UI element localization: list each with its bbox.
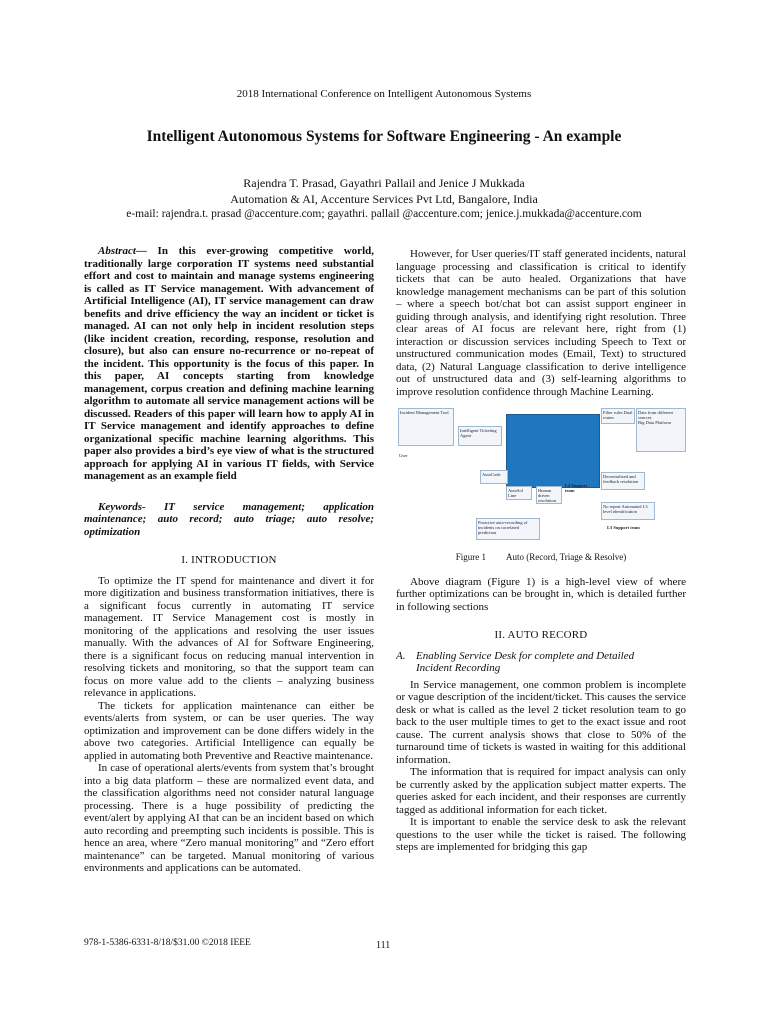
human-resolution-label: Human driven resolution bbox=[538, 488, 556, 503]
subsection-a-line-1: Enabling Service Desk for complete and Detailed bbox=[416, 649, 635, 662]
big-data-label: Big Data Platform bbox=[638, 420, 671, 425]
paper-title: Intelligent Autonomous Systems for Software Engineering - An example bbox=[146, 128, 622, 145]
email-line: e-mail: rajendra.t. prasad @accenture.com; gayathri. pallail @accenture.com; jenice.j.mukkada@accenture.com bbox=[126, 208, 642, 220]
left-column bbox=[84, 245, 374, 875]
conference-name: 2018 International Conference on Intelligent Autonomous Systems bbox=[236, 88, 532, 100]
subsection-a-heading bbox=[396, 650, 686, 675]
autocode-box bbox=[480, 470, 508, 484]
autosol-label: AutoSol Line bbox=[508, 488, 524, 498]
figure-caption-text: Auto (Record, Triage & Resolve) bbox=[506, 552, 627, 562]
autocode-label: AutoCode bbox=[482, 472, 501, 477]
decentralized-label: Decentralized and feedback resolution bbox=[603, 474, 639, 484]
abstract-text: In this ever-growing competitive world, traditionally large corporation IT systems need substantial effort and cost to maintain and manage systems engineering is called as IT Service management. With advancement of Artificial Intelligence (AI), IT service management can draw benefits and drive efficiency the way an incident or ticket is managed. AI can not only help in incident resolution steps (like incident creation, recording, response, resolution and closure), but also can ensure no-recurrence or no-repeat of the incident. This opportunity is the focus of this paper. In this paper, AI concepts starting from knowledge management, corpus creation and defining machine learning algorithm to automate all service management actions will be discussed. Readers of this paper will learn how to apply AI in IT Service management and identify approaches to define organizational specific machine learning algorithms. This paper also provides a bird’s eye view of what is the structured approach for applying AI in various IT fields, with Service management as an example field bbox=[84, 245, 374, 482]
user-label-box bbox=[398, 452, 420, 464]
no-repeat-box bbox=[601, 502, 655, 520]
affiliation: Automation & AI, Accenture Services Pvt Ltd, Bangalore, India bbox=[230, 192, 538, 206]
figure-caption bbox=[396, 551, 686, 564]
abstract bbox=[84, 245, 374, 483]
incident-tool-label: Incident Management Tool bbox=[400, 410, 449, 415]
l2-team-box bbox=[564, 482, 592, 504]
user-label: User bbox=[399, 453, 408, 458]
intro-paragraph-2: The tickets for application maintenance can either be events/alerts from system, or can be user queries. The way optimization and improvement can be done differs widely in the above two categories. Artificial Intelligence can equally be applied in automating both Preventive and Reactive maintenance. bbox=[84, 699, 374, 762]
l3-team-label: L3 Support team bbox=[607, 525, 640, 530]
subsection-a-label: A. bbox=[396, 649, 406, 662]
keywords: Keywords- IT service management; application maintenance; auto record; auto triage; auto resolve; optimization bbox=[84, 500, 374, 538]
proactive-box bbox=[476, 518, 540, 540]
right-paragraph-3: In Service management, one common problem is incomplete or vague description of the incident/ticket. This causes the service desk or what is called as the level 2 ticket resolution team to go back to the user multiple times to get to the exact issue and root cause. The current analysis shows that close to 50% of the turnaround time of tickets is wasted in waiting for this additional information. bbox=[396, 678, 686, 766]
proactive-label: Proactive auto-recording of incidents on correlated prediction bbox=[478, 520, 528, 535]
l3-team-box bbox=[606, 524, 654, 536]
filter-rules-label: Filter rules Dual routes bbox=[603, 410, 633, 420]
intelligent-ticketing-label: Intelligent Ticketing Agent bbox=[460, 428, 497, 438]
figure-1-diagram bbox=[396, 406, 686, 541]
incident-management-tool-box bbox=[398, 408, 454, 446]
filter-rules-box bbox=[601, 408, 635, 424]
abstract-label: Abstract— bbox=[98, 245, 147, 257]
no-repeat-label: No repeat Automated L3 level identification bbox=[603, 504, 648, 514]
big-data-box bbox=[636, 408, 686, 452]
page-number: 111 bbox=[376, 940, 391, 951]
right-paragraph-5: It is important to enable the service desk to ask the relevant questions to the user while the ticket is raised. The following steps are implemented for bridging this gap bbox=[396, 816, 686, 853]
figure-number: Figure 1 bbox=[455, 552, 486, 562]
intro-heading: I. INTRODUCTION bbox=[181, 554, 277, 566]
auto-record-heading: II. AUTO RECORD bbox=[494, 629, 588, 641]
right-paragraph-4: The information that is required for impact analysis can only be currently asked by the application subject matter experts. The queries asked for each incident, and their responses are currently tagged as additional information for each ticket. bbox=[396, 766, 686, 816]
human-resolution-box bbox=[536, 486, 562, 504]
right-paragraph-2: Above diagram (Figure 1) is a high-level view of where further optimizations can be brought in, which is detailed further in following sections bbox=[396, 575, 686, 613]
autosol-box bbox=[506, 486, 532, 500]
authors: Rajendra T. Prasad, Gayathri Pallail and Jenice J Mukkada bbox=[243, 176, 525, 190]
data-sources-label: Data from different sources bbox=[638, 410, 673, 420]
intro-paragraph-3: In case of operational alerts/events from system that’s brought into a big data platform – these are normalized event data, and the classification algorithms need not consider natural language processing. There is a huge possibility of predicting the event/alert by applying AI that can be an incident based on which auto recording and preempting such incidents is possible. This is hence an area, where “Zero manual monitoring” and “Zero effort maintenance” can be targeted. Manual monitoring of various environments and applications can be automated. bbox=[84, 762, 374, 874]
right-column bbox=[396, 248, 686, 854]
central-hub-graphic bbox=[506, 414, 600, 488]
right-paragraph-1: However, for User queries/IT staff generated incidents, natural language processing and classification is critical to identify tickets that can be auto healed. Organizations that have knowledge management mechanisms can be part of this solution – where a speech bot/chat bot can assist support engineer in guiding through analysis, and identifying right resolution. Three clear areas of AI focus are relevant here, right from (1) interaction or discussion services including Speech to Text or unstructured communication modes (Email, Text) to structured data, (2) Natural Language classification to derive intelligence out of unstructured data and (3) self-learning algorithms to improve resolution confidence through Machine Learning. bbox=[396, 248, 686, 398]
intro-paragraph-1: To optimize the IT spend for maintenance and divert it for more digitization and business transformation initiatives, there is a significant focus currently in automating IT service management. IT Service Management cost is mostly in monitoring of the applications and resolving the user issues manually. With the advances of AI for Software Engineering, there is a significant focus on reducing manual intervention in resolving tickets and monitoring, so that the support team can focus on more value add to the clients – analyzing business relevance in applications. bbox=[84, 574, 374, 699]
subsection-a-line-2: Incident Recording bbox=[416, 662, 501, 674]
l2-team-label: L2 Support team bbox=[565, 483, 588, 493]
decentralized-box bbox=[601, 472, 645, 490]
footer-isbn: 978-1-5386-6331-8/18/$31.00 ©2018 IEEE bbox=[84, 938, 251, 948]
intelligent-ticketing-box bbox=[458, 426, 502, 446]
